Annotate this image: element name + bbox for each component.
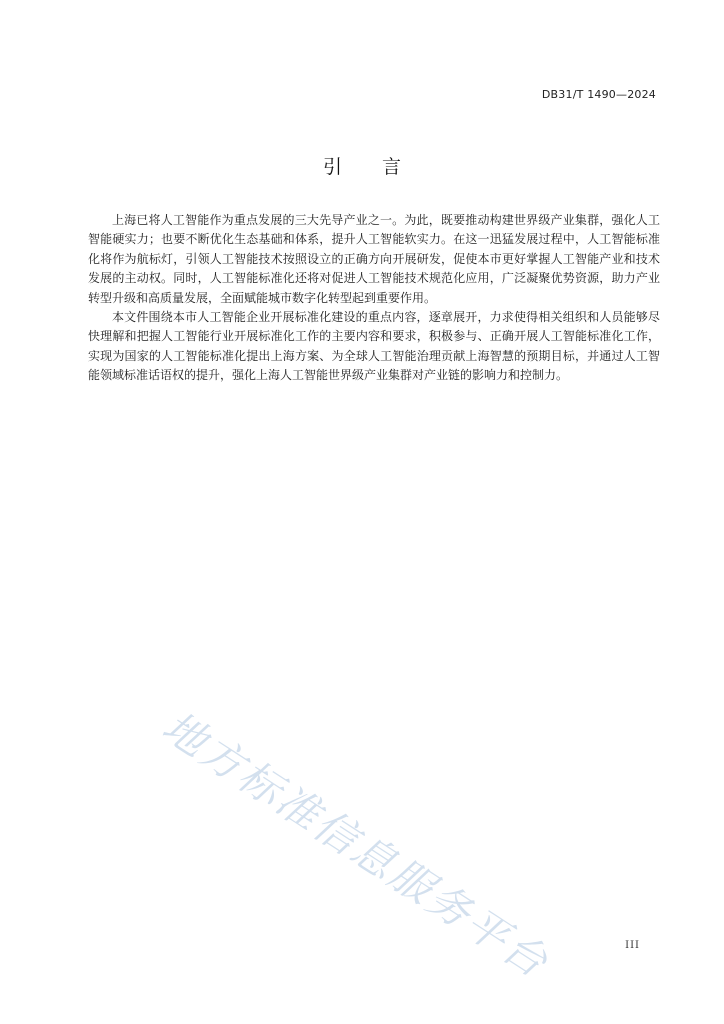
page-number: III — [625, 940, 640, 951]
paragraph-1: 上海已将人工智能作为重点发展的三大先导产业之一。为此，既要推动构建世界级产业集群，强化人工智能硬实力；也要不断优化生态基础和体系，提升人工智能软实力。在这一迅猛发展过程中，人工智能标准化将作为航标灯，引领人工智能技术按照设立的正确方向开展研发，促使本市更好掌握人工智能产业和技术发展的主动权。同时，人工智能标准化还将对促进人工智能技术规范化应用，广泛凝聚优势资源，助力产业转型升级和高质量发展，全面赋能城市数字化转型起到重要作用。 — [88, 213, 660, 305]
body-text — [88, 211, 660, 386]
paragraph-2: 本文件围绕本市人工智能企业开展标准化建设的重点内容，逐章展开，力求使得相关组织和人员能够尽快理解和把握人工智能行业开展标准化工作的主要内容和要求，积极参与、正确开展人工智能标准化工作，实现为国家的人工智能标准化提出上海方案、为全球人工智能治理贡献上海智慧的预期目标，并通过人工智能领域标准话语权的提升，强化上海人工智能世界级产业集群对产业链的影响力和控制力。 — [88, 310, 660, 383]
document-code: DB31/T 1490—2024 — [541, 88, 656, 101]
watermark-text: 地方标准信息服务平台 — [153, 701, 559, 988]
section-title: 引言 — [322, 156, 441, 178]
